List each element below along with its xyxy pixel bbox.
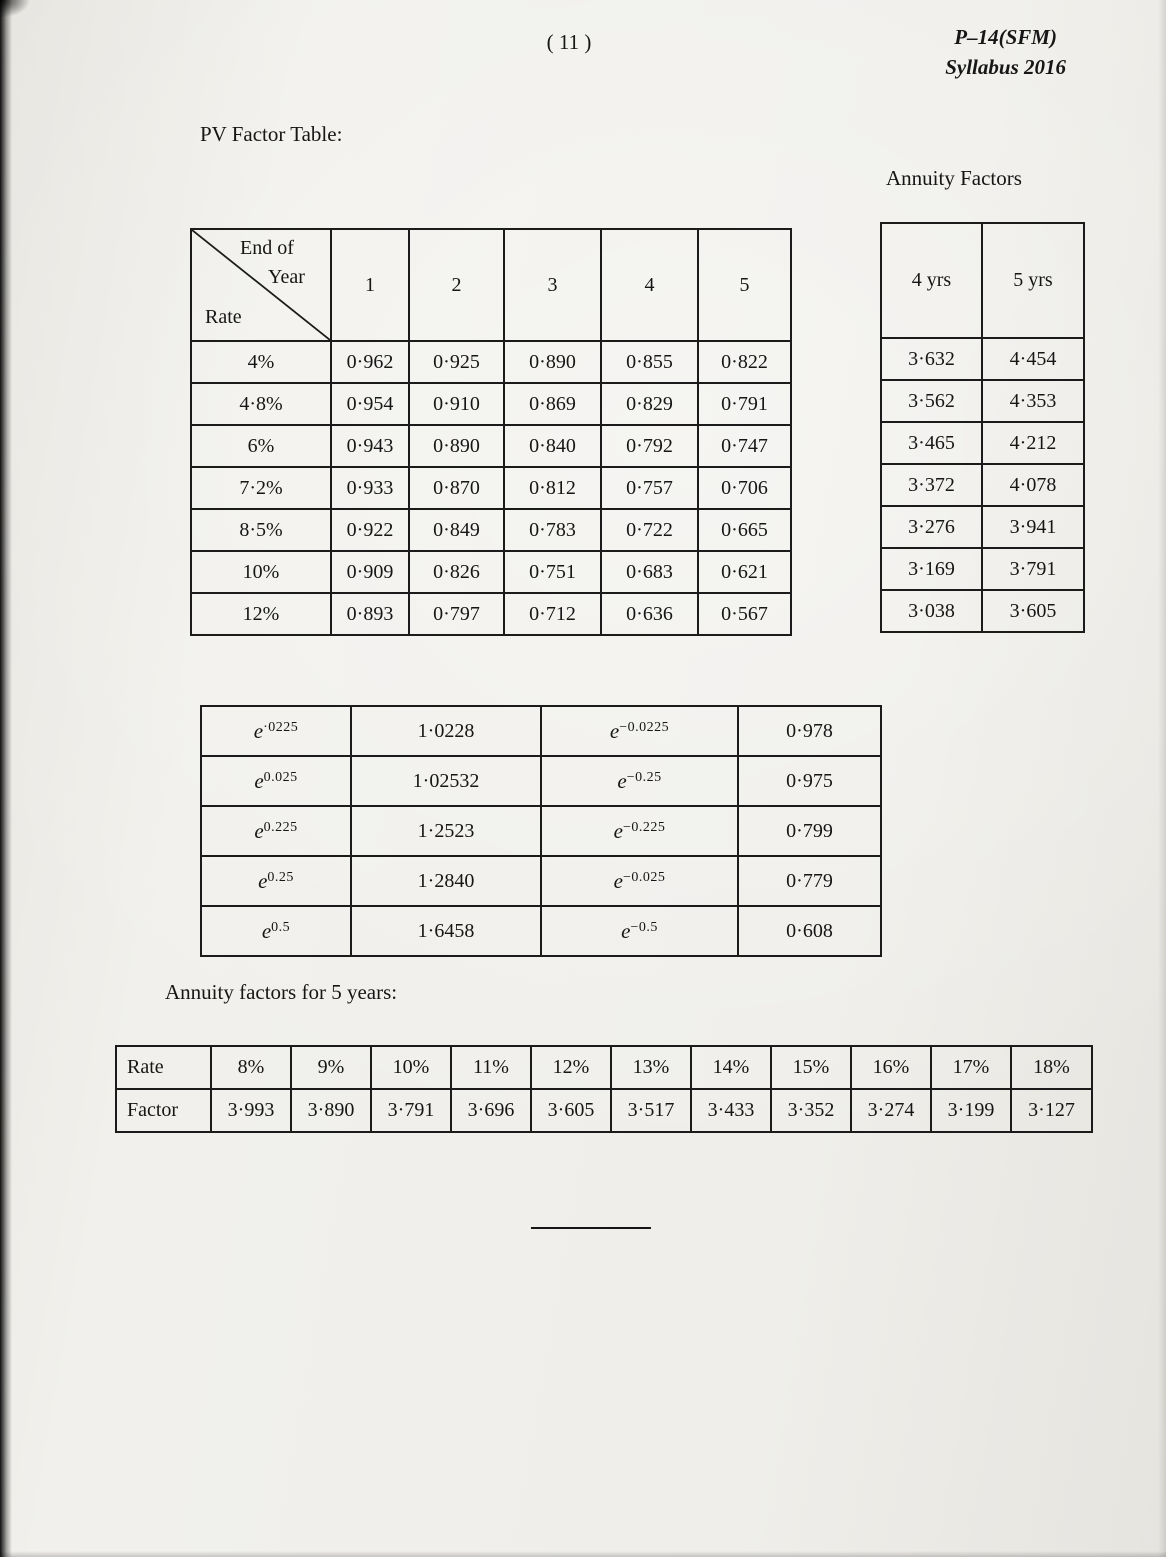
paper-code: P–14(SFM)	[954, 25, 1057, 49]
pv-table-row	[191, 383, 791, 425]
annuity-factor-value: 4·454	[982, 338, 1084, 380]
annuity5-factor-value: 3·127	[1011, 1089, 1092, 1132]
annuity-factor-value: 4·353	[982, 380, 1084, 422]
annuity5-title: Annuity factors for 5 years:	[165, 980, 398, 1004]
annuity-factor-value: 4·078	[982, 464, 1084, 506]
pv-table-row	[191, 509, 791, 551]
pv-factor-value: 0·943	[331, 425, 409, 467]
annuity5-factor-value: 3·890	[291, 1089, 371, 1132]
pv-factor-value: 0·922	[331, 509, 409, 551]
annuity5-factor-value: 3·352	[771, 1089, 851, 1132]
annuity-factors-title: Annuity Factors	[886, 166, 1022, 190]
exp-value: 1·0228	[351, 706, 541, 756]
pv-year-header: 2	[409, 229, 504, 341]
annuity-factor-value: 3·941	[982, 506, 1084, 548]
annuity-factor-value: 3·562	[881, 380, 982, 422]
pv-factor-value: 0·621	[698, 551, 791, 593]
annuity-table-row	[881, 464, 1084, 506]
exponential-values-table	[200, 705, 882, 957]
exp-expression: $e^{-0.0225}$	[541, 706, 738, 756]
pv-factor-value: 0·826	[409, 551, 504, 593]
annuity-factor-value: 3·038	[881, 590, 982, 632]
annuity-factor-value: 3·169	[881, 548, 982, 590]
pv-factor-value: 0·909	[331, 551, 409, 593]
annuity-5yr-table	[115, 1045, 1093, 1133]
pv-factor-value: 0·791	[698, 383, 791, 425]
annuity-factor-value: 3·465	[881, 422, 982, 464]
exp-value: 0·779	[738, 856, 881, 906]
exp-value: 1·2840	[351, 856, 541, 906]
pv-rate-label: 10%	[191, 551, 331, 593]
pv-factor-value: 0·747	[698, 425, 791, 467]
exp-value: 0·975	[738, 756, 881, 806]
syllabus-label: Syllabus 2016	[945, 55, 1066, 79]
pv-factor-value: 0·855	[601, 341, 698, 383]
pv-rate-label: 4%	[191, 341, 331, 383]
corner-rate-label: Rate	[205, 306, 242, 328]
annuity-table-row	[881, 338, 1084, 380]
paper-header	[945, 22, 1066, 82]
pv-factor-value: 0·822	[698, 341, 791, 383]
pv-table-row	[191, 551, 791, 593]
annuity5-factor-value: 3·517	[611, 1089, 691, 1132]
annuity5-rate-value: 12%	[531, 1046, 611, 1089]
annuity-table-row	[881, 422, 1084, 464]
scan-right-shadow	[1158, 0, 1166, 1557]
pv-factor-value: 0·783	[504, 509, 601, 551]
annuity-factor-value: 3·372	[881, 464, 982, 506]
pv-factor-value: 0·890	[504, 341, 601, 383]
pv-factor-value: 0·829	[601, 383, 698, 425]
exp-value: 1·02532	[351, 756, 541, 806]
scan-corner-artifact	[0, 0, 40, 26]
pv-rate-label: 8·5%	[191, 509, 331, 551]
pv-factor-value: 0·722	[601, 509, 698, 551]
pv-year-header: 4	[601, 229, 698, 341]
pv-rate-label: 4·8%	[191, 383, 331, 425]
pv-factor-value: 0·893	[331, 593, 409, 635]
exp-expression: $e^{-0.25}$	[541, 756, 738, 806]
annuity-factor-value: 3·605	[982, 590, 1084, 632]
pv-header-row	[191, 229, 791, 341]
exp-expression: $e^{\cdot 0225}$	[201, 706, 351, 756]
exp-table-row	[201, 856, 881, 906]
end-of-document-rule	[531, 1227, 651, 1229]
pv-table-row	[191, 593, 791, 635]
annuity-factors-table	[880, 222, 1085, 633]
exp-expression: $e^{-0.025}$	[541, 856, 738, 906]
pv-table-title: PV Factor Table:	[200, 122, 343, 146]
annuity-yrs-header: 5 yrs	[982, 223, 1084, 338]
page-number: ( 11 )	[546, 30, 592, 54]
corner-year-label: Year	[268, 266, 305, 288]
scan-edge-artifact	[0, 0, 12, 1557]
annuity-table-row	[881, 590, 1084, 632]
pv-factor-value: 0·751	[504, 551, 601, 593]
exp-value: 0·799	[738, 806, 881, 856]
annuity5-rate-value: 18%	[1011, 1046, 1092, 1089]
pv-factor-value: 0·567	[698, 593, 791, 635]
pv-table-row	[191, 425, 791, 467]
pv-rate-label: 12%	[191, 593, 331, 635]
pv-factor-value: 0·954	[331, 383, 409, 425]
exp-table-row	[201, 706, 881, 756]
pv-factor-value: 0·812	[504, 467, 601, 509]
pv-factor-value: 0·925	[409, 341, 504, 383]
annuity-table-row	[881, 380, 1084, 422]
annuity-header-row	[881, 223, 1084, 338]
pv-year-header: 1	[331, 229, 409, 341]
exp-expression: $e^{0.5}$	[201, 906, 351, 956]
annuity5-factor-label: Factor	[116, 1089, 211, 1132]
pv-factor-value: 0·933	[331, 467, 409, 509]
pv-factor-value: 0·869	[504, 383, 601, 425]
pv-factor-value: 0·636	[601, 593, 698, 635]
pv-factor-value: 0·712	[504, 593, 601, 635]
exp-value: 1·2523	[351, 806, 541, 856]
exp-value: 0·978	[738, 706, 881, 756]
pv-rate-label: 7·2%	[191, 467, 331, 509]
exp-table-row	[201, 756, 881, 806]
annuity5-rate-value: 13%	[611, 1046, 691, 1089]
annuity5-factor-value: 3·199	[931, 1089, 1011, 1132]
annuity5-rate-value: 11%	[451, 1046, 531, 1089]
annuity-table-row	[881, 548, 1084, 590]
annuity-table-row	[881, 506, 1084, 548]
scan-bottom-shadow	[0, 1551, 1166, 1557]
annuity-yrs-header: 4 yrs	[881, 223, 982, 338]
exp-expression: $e^{0.25}$	[201, 856, 351, 906]
pv-factor-value: 0·890	[409, 425, 504, 467]
annuity5-factor-row	[116, 1089, 1092, 1132]
pv-factor-value: 0·792	[601, 425, 698, 467]
exp-expression: $e^{0.025}$	[201, 756, 351, 806]
annuity5-rate-value: 10%	[371, 1046, 451, 1089]
annuity5-rate-row	[116, 1046, 1092, 1089]
exp-expression: $e^{-0.225}$	[541, 806, 738, 856]
exp-expression: $e^{0.225}$	[201, 806, 351, 856]
annuity5-factor-value: 3·605	[531, 1089, 611, 1132]
annuity5-factor-value: 3·993	[211, 1089, 291, 1132]
pv-corner-cell	[191, 229, 331, 341]
pv-factor-value: 0·910	[409, 383, 504, 425]
pv-rate-label: 6%	[191, 425, 331, 467]
annuity-factor-value: 3·276	[881, 506, 982, 548]
pv-factor-value: 0·840	[504, 425, 601, 467]
pv-factor-value: 0·665	[698, 509, 791, 551]
annuity5-rate-value: 15%	[771, 1046, 851, 1089]
pv-factor-value: 0·797	[409, 593, 504, 635]
pv-table-row	[191, 467, 791, 509]
pv-factor-value: 0·849	[409, 509, 504, 551]
exp-value: 1·6458	[351, 906, 541, 956]
annuity-factor-value: 3·791	[982, 548, 1084, 590]
exp-value: 0·608	[738, 906, 881, 956]
pv-factor-value: 0·683	[601, 551, 698, 593]
pv-factor-value: 0·706	[698, 467, 791, 509]
pv-table-row	[191, 341, 791, 383]
pv-year-header: 3	[504, 229, 601, 341]
annuity5-factor-value: 3·791	[371, 1089, 451, 1132]
annuity5-factor-value: 3·274	[851, 1089, 931, 1132]
pv-factor-table	[190, 228, 792, 636]
annuity5-rate-value: 14%	[691, 1046, 771, 1089]
annuity-factor-value: 3·632	[881, 338, 982, 380]
pv-factor-value: 0·962	[331, 341, 409, 383]
corner-end-of-label: End of	[240, 237, 294, 259]
exp-table-row	[201, 906, 881, 956]
exp-table-row	[201, 806, 881, 856]
annuity5-rate-value: 16%	[851, 1046, 931, 1089]
annuity5-factor-value: 3·433	[691, 1089, 771, 1132]
annuity5-rate-label: Rate	[116, 1046, 211, 1089]
pv-factor-value: 0·870	[409, 467, 504, 509]
annuity5-factor-value: 3·696	[451, 1089, 531, 1132]
annuity5-rate-value: 8%	[211, 1046, 291, 1089]
annuity5-rate-value: 9%	[291, 1046, 371, 1089]
annuity5-rate-value: 17%	[931, 1046, 1011, 1089]
pv-year-header: 5	[698, 229, 791, 341]
annuity-factor-value: 4·212	[982, 422, 1084, 464]
exp-expression: $e^{-0.5}$	[541, 906, 738, 956]
pv-factor-value: 0·757	[601, 467, 698, 509]
